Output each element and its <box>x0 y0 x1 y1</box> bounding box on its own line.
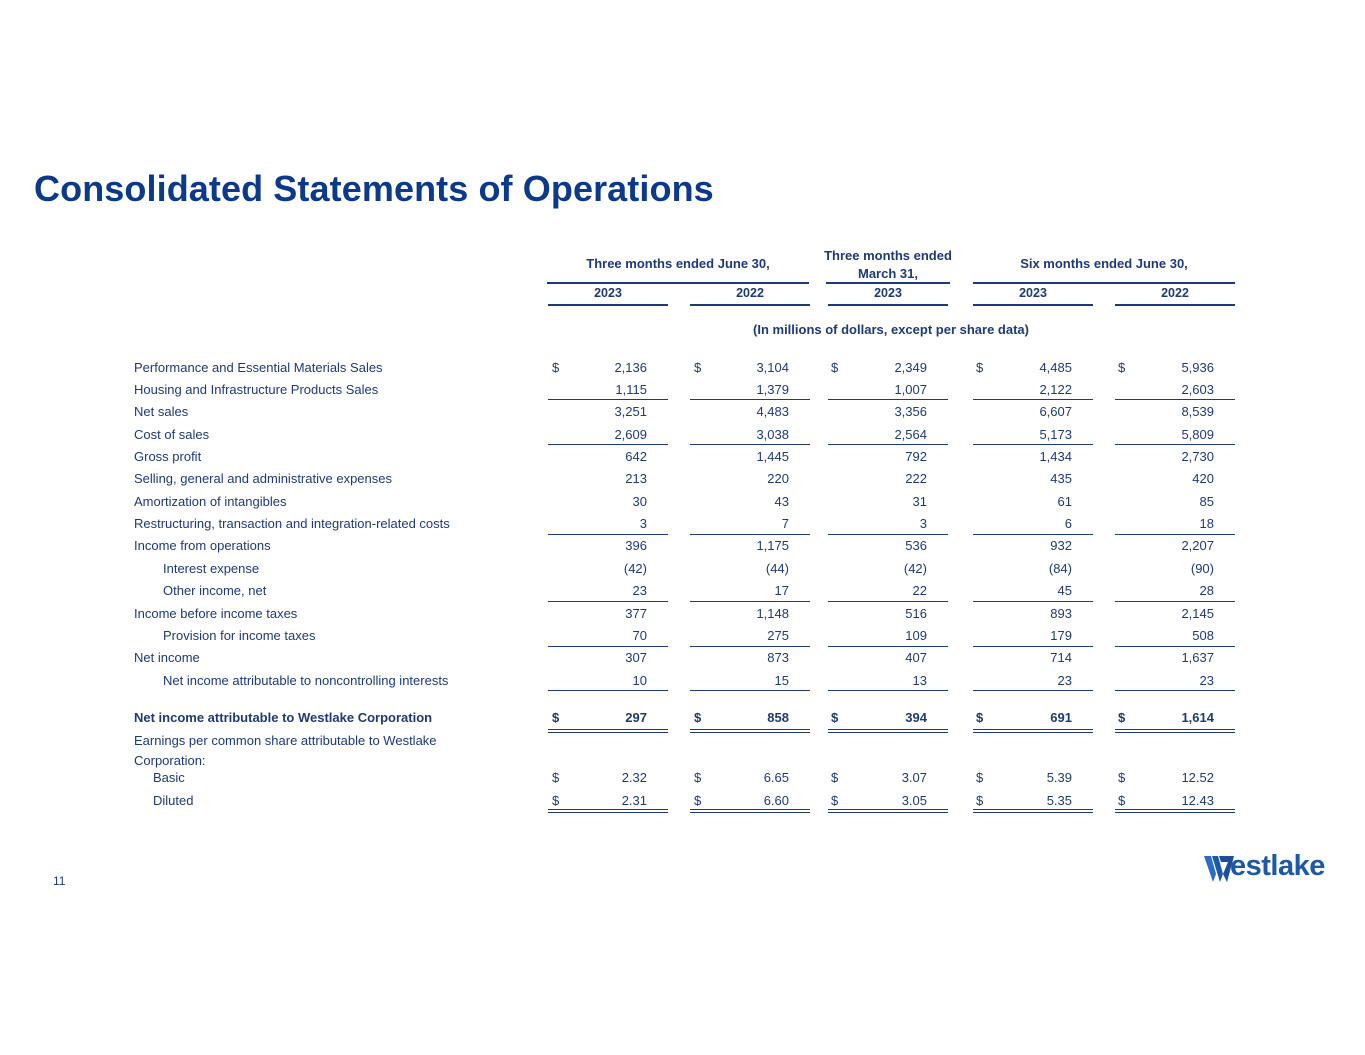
cell-value: 6 <box>1064 516 1072 531</box>
header-rule-group2 <box>826 282 950 284</box>
subtotal-rule <box>828 601 948 602</box>
subtotal-rule <box>690 690 810 691</box>
cell-value: 12.52 <box>1181 770 1214 785</box>
cell-value: 1,637 <box>1181 650 1214 665</box>
currency-symbol: $ <box>552 360 560 375</box>
table-row <box>0 707 1365 729</box>
total-double-rule <box>690 809 810 813</box>
cell-value: (84) <box>1048 561 1072 576</box>
currency-symbol: $ <box>1118 710 1126 725</box>
subtotal-rule <box>690 399 810 400</box>
row-label: Restructuring, transaction and integration-related costs <box>134 516 450 531</box>
subtotal-rule <box>1115 690 1235 691</box>
cell-value: 85 <box>1199 494 1214 509</box>
currency-symbol: $ <box>976 793 984 808</box>
cell-value: 6,607 <box>1039 404 1072 419</box>
cell-value: 23 <box>1199 673 1214 688</box>
cell-value: 1,445 <box>756 449 789 464</box>
row-label: Performance and Essential Materials Sales <box>134 360 383 375</box>
cell-value: 1,148 <box>756 606 789 621</box>
cell-value: 420 <box>1192 471 1214 486</box>
cell-value: 2.31 <box>621 793 647 808</box>
subtotal-rule <box>828 444 948 445</box>
subtotal-rule <box>548 444 668 445</box>
cell-value: 2,122 <box>1039 382 1072 397</box>
cell-value: 3 <box>919 516 927 531</box>
subtotal-rule <box>973 444 1093 445</box>
cell-value: 396 <box>625 538 647 553</box>
cell-value: 5.39 <box>1046 770 1072 785</box>
cell-value: 1,007 <box>894 382 927 397</box>
header-rule-group3 <box>973 282 1235 284</box>
cell-value: 31 <box>912 494 927 509</box>
cell-value: 536 <box>905 538 927 553</box>
table-row <box>0 603 1365 625</box>
row-label: Interest expense <box>163 561 260 576</box>
cell-value: 6.65 <box>763 770 789 785</box>
cell-value: 275 <box>767 628 789 643</box>
cell-value: 2,603 <box>1181 382 1214 397</box>
cell-value: 2,207 <box>1181 538 1214 553</box>
cell-value: 893 <box>1050 606 1072 621</box>
currency-symbol: $ <box>1118 770 1126 785</box>
currency-symbol: $ <box>831 770 839 785</box>
cell-value: 3 <box>639 516 647 531</box>
currency-symbol: $ <box>694 793 702 808</box>
cell-value: 5,936 <box>1181 360 1214 375</box>
cell-value: 70 <box>632 628 647 643</box>
currency-symbol: $ <box>694 710 702 725</box>
table-row <box>0 647 1365 669</box>
cell-value: 2,730 <box>1181 449 1214 464</box>
row-label: Other income, net <box>163 583 267 598</box>
table-row <box>0 580 1365 602</box>
cell-value: 30 <box>632 494 647 509</box>
cell-value: 3.05 <box>901 793 927 808</box>
cell-value: 12.43 <box>1181 793 1214 808</box>
cell-value: 23 <box>632 583 647 598</box>
cell-value: 5.35 <box>1046 793 1072 808</box>
cell-value: 28 <box>1199 583 1214 598</box>
cell-value: (90) <box>1190 561 1214 576</box>
cell-value: 10 <box>632 673 647 688</box>
cell-value: 377 <box>625 606 647 621</box>
year-col-2: 2022 <box>736 286 764 300</box>
cell-value: 1,175 <box>756 538 789 553</box>
cell-value: (44) <box>765 561 789 576</box>
cell-value: 23 <box>1057 673 1072 688</box>
year-col-1: 2023 <box>594 286 622 300</box>
header-group-three-months-june: Three months ended June 30, <box>586 256 770 271</box>
cell-value: 435 <box>1050 471 1072 486</box>
cell-value: 1,379 <box>756 382 789 397</box>
total-double-rule <box>973 809 1093 813</box>
cell-value: 792 <box>905 449 927 464</box>
subtotal-rule <box>548 601 668 602</box>
table-row <box>0 513 1365 535</box>
subtotal-rule <box>973 399 1093 400</box>
cell-value: 3,251 <box>614 404 647 419</box>
cell-value: 2,609 <box>614 427 647 442</box>
currency-symbol: $ <box>694 770 702 785</box>
row-label: Income before income taxes <box>134 606 298 621</box>
currency-symbol: $ <box>831 793 839 808</box>
cell-value: 222 <box>905 471 927 486</box>
total-double-rule <box>1115 729 1235 733</box>
year-rule-2 <box>690 304 810 306</box>
row-label: Cost of sales <box>134 427 210 442</box>
currency-symbol: $ <box>552 770 560 785</box>
total-double-rule <box>828 729 948 733</box>
cell-value: 2,136 <box>614 360 647 375</box>
cell-value: 2,145 <box>1181 606 1214 621</box>
row-label: Amortization of intangibles <box>134 494 287 509</box>
table-row <box>0 625 1365 647</box>
cell-value: 22 <box>912 583 927 598</box>
year-col-4: 2023 <box>1019 286 1047 300</box>
table-row <box>0 670 1365 692</box>
total-double-rule <box>548 809 668 813</box>
row-label: Provision for income taxes <box>163 628 316 643</box>
table-row <box>0 446 1365 468</box>
row-label: Net income <box>134 650 200 665</box>
cell-value: 691 <box>1050 710 1072 725</box>
page-title: Consolidated Statements of Operations <box>34 168 714 209</box>
cell-value: 5,173 <box>1039 427 1072 442</box>
subtotal-rule <box>1115 601 1235 602</box>
total-double-rule <box>548 729 668 733</box>
cell-value: 297 <box>625 710 647 725</box>
cell-value: 213 <box>625 471 647 486</box>
total-double-rule <box>973 729 1093 733</box>
cell-value: 858 <box>767 710 789 725</box>
currency-symbol: $ <box>1118 793 1126 808</box>
cell-value: 2,564 <box>894 427 927 442</box>
table-row <box>0 424 1365 446</box>
eps-heading: Earnings per common share attributable to Westlake Corporation: <box>134 733 437 768</box>
cell-value: 642 <box>625 449 647 464</box>
westlake-logo-text: estlake <box>1230 850 1325 882</box>
row-label: Diluted <box>153 793 194 808</box>
year-col-3: 2023 <box>874 286 902 300</box>
currency-symbol: $ <box>552 710 560 725</box>
page-number: 11 <box>53 874 66 888</box>
table-row <box>0 558 1365 580</box>
cell-value: 1,115 <box>615 382 647 397</box>
cell-value: 932 <box>1050 538 1072 553</box>
row-label: Net income attributable to noncontrolling interests <box>163 673 449 688</box>
cell-value: 179 <box>1050 628 1072 643</box>
cell-value: 18 <box>1199 516 1214 531</box>
cell-value: 307 <box>625 650 647 665</box>
cell-value: 5,809 <box>1181 427 1214 442</box>
cell-value: 714 <box>1050 650 1072 665</box>
table-row <box>0 491 1365 513</box>
subtotal-rule <box>828 399 948 400</box>
currency-symbol: $ <box>831 710 839 725</box>
cell-value: 61 <box>1057 494 1072 509</box>
total-double-rule <box>690 729 810 733</box>
row-label: Housing and Infrastructure Products Sales <box>134 382 379 397</box>
cell-value: 4,483 <box>756 404 789 419</box>
subtotal-rule <box>690 444 810 445</box>
currency-symbol: $ <box>831 360 839 375</box>
year-col-5: 2022 <box>1161 286 1189 300</box>
subtotal-rule <box>690 601 810 602</box>
cell-value: 220 <box>767 471 789 486</box>
cell-value: 3,038 <box>756 427 789 442</box>
westlake-logo <box>1204 850 1336 884</box>
units-note: (In millions of dollars, except per share data) <box>753 322 1029 337</box>
cell-value: 3,356 <box>894 404 927 419</box>
cell-value: (42) <box>623 561 647 576</box>
row-label: Selling, general and administrative expenses <box>134 471 392 486</box>
cell-value: 873 <box>767 650 789 665</box>
cell-value: 13 <box>912 673 927 688</box>
table-row <box>0 401 1365 423</box>
cell-value: 15 <box>774 673 789 688</box>
header-group-six-months-june: Six months ended June 30, <box>1020 256 1188 271</box>
cell-value: 407 <box>905 650 927 665</box>
row-label: Net sales <box>134 404 189 419</box>
cell-value: 6.60 <box>763 793 789 808</box>
cell-value: 508 <box>1192 628 1214 643</box>
cell-value: 17 <box>774 583 789 598</box>
cell-value: 45 <box>1057 583 1072 598</box>
cell-value: 2,349 <box>894 360 927 375</box>
table-row <box>0 357 1365 379</box>
cell-value: 4,485 <box>1039 360 1072 375</box>
currency-symbol: $ <box>552 793 560 808</box>
currency-symbol: $ <box>976 360 984 375</box>
cell-value: (42) <box>903 561 927 576</box>
year-rule-4 <box>973 304 1093 306</box>
total-double-rule <box>828 809 948 813</box>
cell-value: 8,539 <box>1181 404 1214 419</box>
cell-value: 394 <box>905 710 927 725</box>
currency-symbol: $ <box>1118 360 1126 375</box>
year-rule-5 <box>1115 304 1235 306</box>
currency-symbol: $ <box>694 360 702 375</box>
header-group-three-months-march: Three months ended March 31, <box>824 248 952 281</box>
cell-value: 3.07 <box>901 770 927 785</box>
subtotal-rule <box>973 601 1093 602</box>
subtotal-rule <box>548 690 668 691</box>
cell-value: 43 <box>774 494 789 509</box>
cell-value: 7 <box>781 516 789 531</box>
header-rule-group1 <box>547 282 809 284</box>
currency-symbol: $ <box>976 710 984 725</box>
table-row <box>0 379 1365 401</box>
table-row <box>0 535 1365 557</box>
subtotal-rule <box>1115 399 1235 400</box>
cell-value: 109 <box>905 628 927 643</box>
cell-value: 516 <box>905 606 927 621</box>
subtotal-rule <box>828 690 948 691</box>
row-label: Gross profit <box>134 449 202 464</box>
year-rule-1 <box>548 304 668 306</box>
total-double-rule <box>1115 809 1235 813</box>
cell-value: 2.32 <box>621 770 647 785</box>
table-row <box>0 468 1365 490</box>
row-label: Income from operations <box>134 538 271 553</box>
subtotal-rule <box>1115 444 1235 445</box>
row-label: Basic <box>153 770 185 785</box>
cell-value: 1,434 <box>1039 449 1072 464</box>
row-label: Net income attributable to Westlake Corporation <box>134 710 433 725</box>
year-rule-3 <box>828 304 948 306</box>
cell-value: 3,104 <box>756 360 789 375</box>
subtotal-rule <box>548 399 668 400</box>
cell-value: 1,614 <box>1181 710 1214 725</box>
subtotal-rule <box>973 690 1093 691</box>
currency-symbol: $ <box>976 770 984 785</box>
